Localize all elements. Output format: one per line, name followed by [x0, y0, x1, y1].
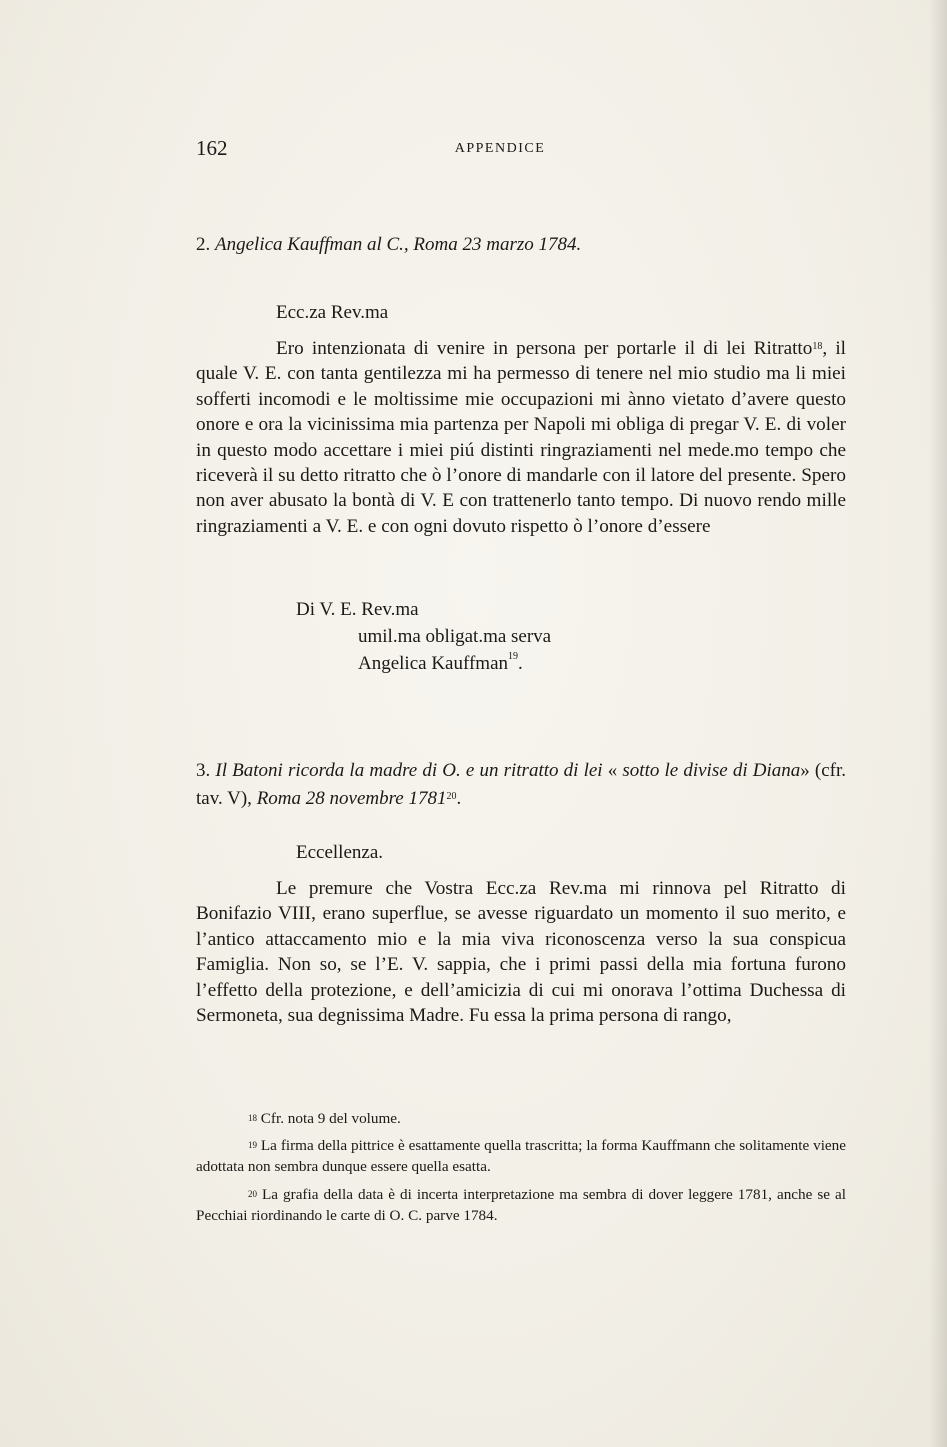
footnote-20-number: 20	[248, 1189, 257, 1199]
footnote-19-text: La firma della pittrice è esattamente quella trascritta; la forma Kauffmann che solitamente viene adottata non sembra dunque essere quella esatta.	[196, 1137, 846, 1175]
running-head: APPENDICE	[454, 141, 546, 156]
letter-2-salutation: Ecc.za Rev.ma	[276, 302, 389, 323]
letter-2-closing-2: umil.ma obligat.ma serva	[358, 626, 552, 647]
footnote-19	[196, 1135, 846, 1177]
letter-3-body: Le premure che Vostra Ecc.za Rev.ma mi rinnova pel Ritratto di Bonifazio VIII, erano superflue, se avesse riguardato un momento il suo merito, e l’antico attaccamento mio e la mia viva riconoscenza verso la sua conspicua Famiglia. Non so, se l’E. V. sappia, che i primi passi della mia fortuna furono l’effetto della protezione, e dell’amicizia di cui mi onorava l’ottima Duchessa di Sermoneta, sua degnissima Madre. Fu essa la prima persona di rango,	[196, 878, 846, 1027]
page-number: 162	[196, 136, 228, 160]
letter-3-title-part2: sotto le divise di Diana	[622, 760, 801, 781]
letter-2-title: Angelica Kauffman al C., Roma 23 marzo 1784.	[215, 234, 582, 255]
footnote-20	[196, 1184, 846, 1226]
signature-period: .	[518, 653, 523, 674]
letter-2-body-part2: , il quale V. E. con tanta gentilezza mi ha permesso di tenere nel mio studio ma li miei sofferti incomodi e le moltissime mie occupazioni mi ànno vietato d’avere questo onore e ora la vicinissima mia partenza per Napoli mi obliga di pregar V. E. di voler in questo modo accettare i miei piú distinti ringraziamenti nel mede.mo tempo che riceverà il su detto ritratto che ò l’onore di mandarle con il latore del presente. Spero non aver abusato la bontà di V. E con trattenerlo tanto tempo. Di nuovo rendo mille ringraziamenti a V. E. e con ogni dovuto rispetto ò l’onore d’essere	[196, 338, 846, 537]
letter-3-number: 3.	[196, 760, 211, 781]
letter-3-heading	[196, 757, 846, 813]
date-period: .	[456, 788, 462, 809]
letter-3-salutation: Eccellenza.	[296, 842, 384, 863]
letter-2-closing-1: Di V. E. Rev.ma	[296, 599, 419, 620]
letter-2-body-part1: Ero intenzionata di venire in persona per portarle il di lei Ritratto	[276, 338, 813, 359]
footnote-ref-19: 19	[508, 651, 519, 662]
show-through-text: ⠀	[350, 198, 371, 220]
letter-2-signature-line	[358, 653, 523, 675]
quote-close: »	[800, 760, 810, 781]
footnote-20-text: La grafia della data è di incerta interpretazione ma sembra di dover leggere 1781, anche se al Pecchiai riordinando le carte di O. C. parve 1784.	[196, 1186, 846, 1224]
quote-open: «	[607, 760, 618, 781]
footnote-18-number: 18	[248, 1113, 257, 1123]
footnote-18	[196, 1108, 846, 1129]
letter-3-title-part1: Il Batoni ricorda la madre di O. e un ritratto di lei	[215, 760, 603, 781]
letter-3-date: Roma 28 novembre 1781	[256, 788, 447, 809]
letter-2-signature: Angelica Kauffman	[358, 653, 509, 674]
footnote-18-text: Cfr. nota 9 del volume.	[260, 1110, 401, 1127]
letter-3-cfr: (cfr. tav. V),	[196, 760, 847, 809]
footnote-ref-18: 18	[812, 341, 823, 352]
letter-2-heading	[196, 231, 836, 259]
footnote-19-number: 19	[248, 1140, 257, 1150]
letter-2-body	[196, 336, 846, 539]
page-edge-shadow	[929, 0, 947, 1447]
letter-2-number: 2.	[196, 234, 211, 255]
footnote-ref-20: 20	[446, 791, 457, 802]
